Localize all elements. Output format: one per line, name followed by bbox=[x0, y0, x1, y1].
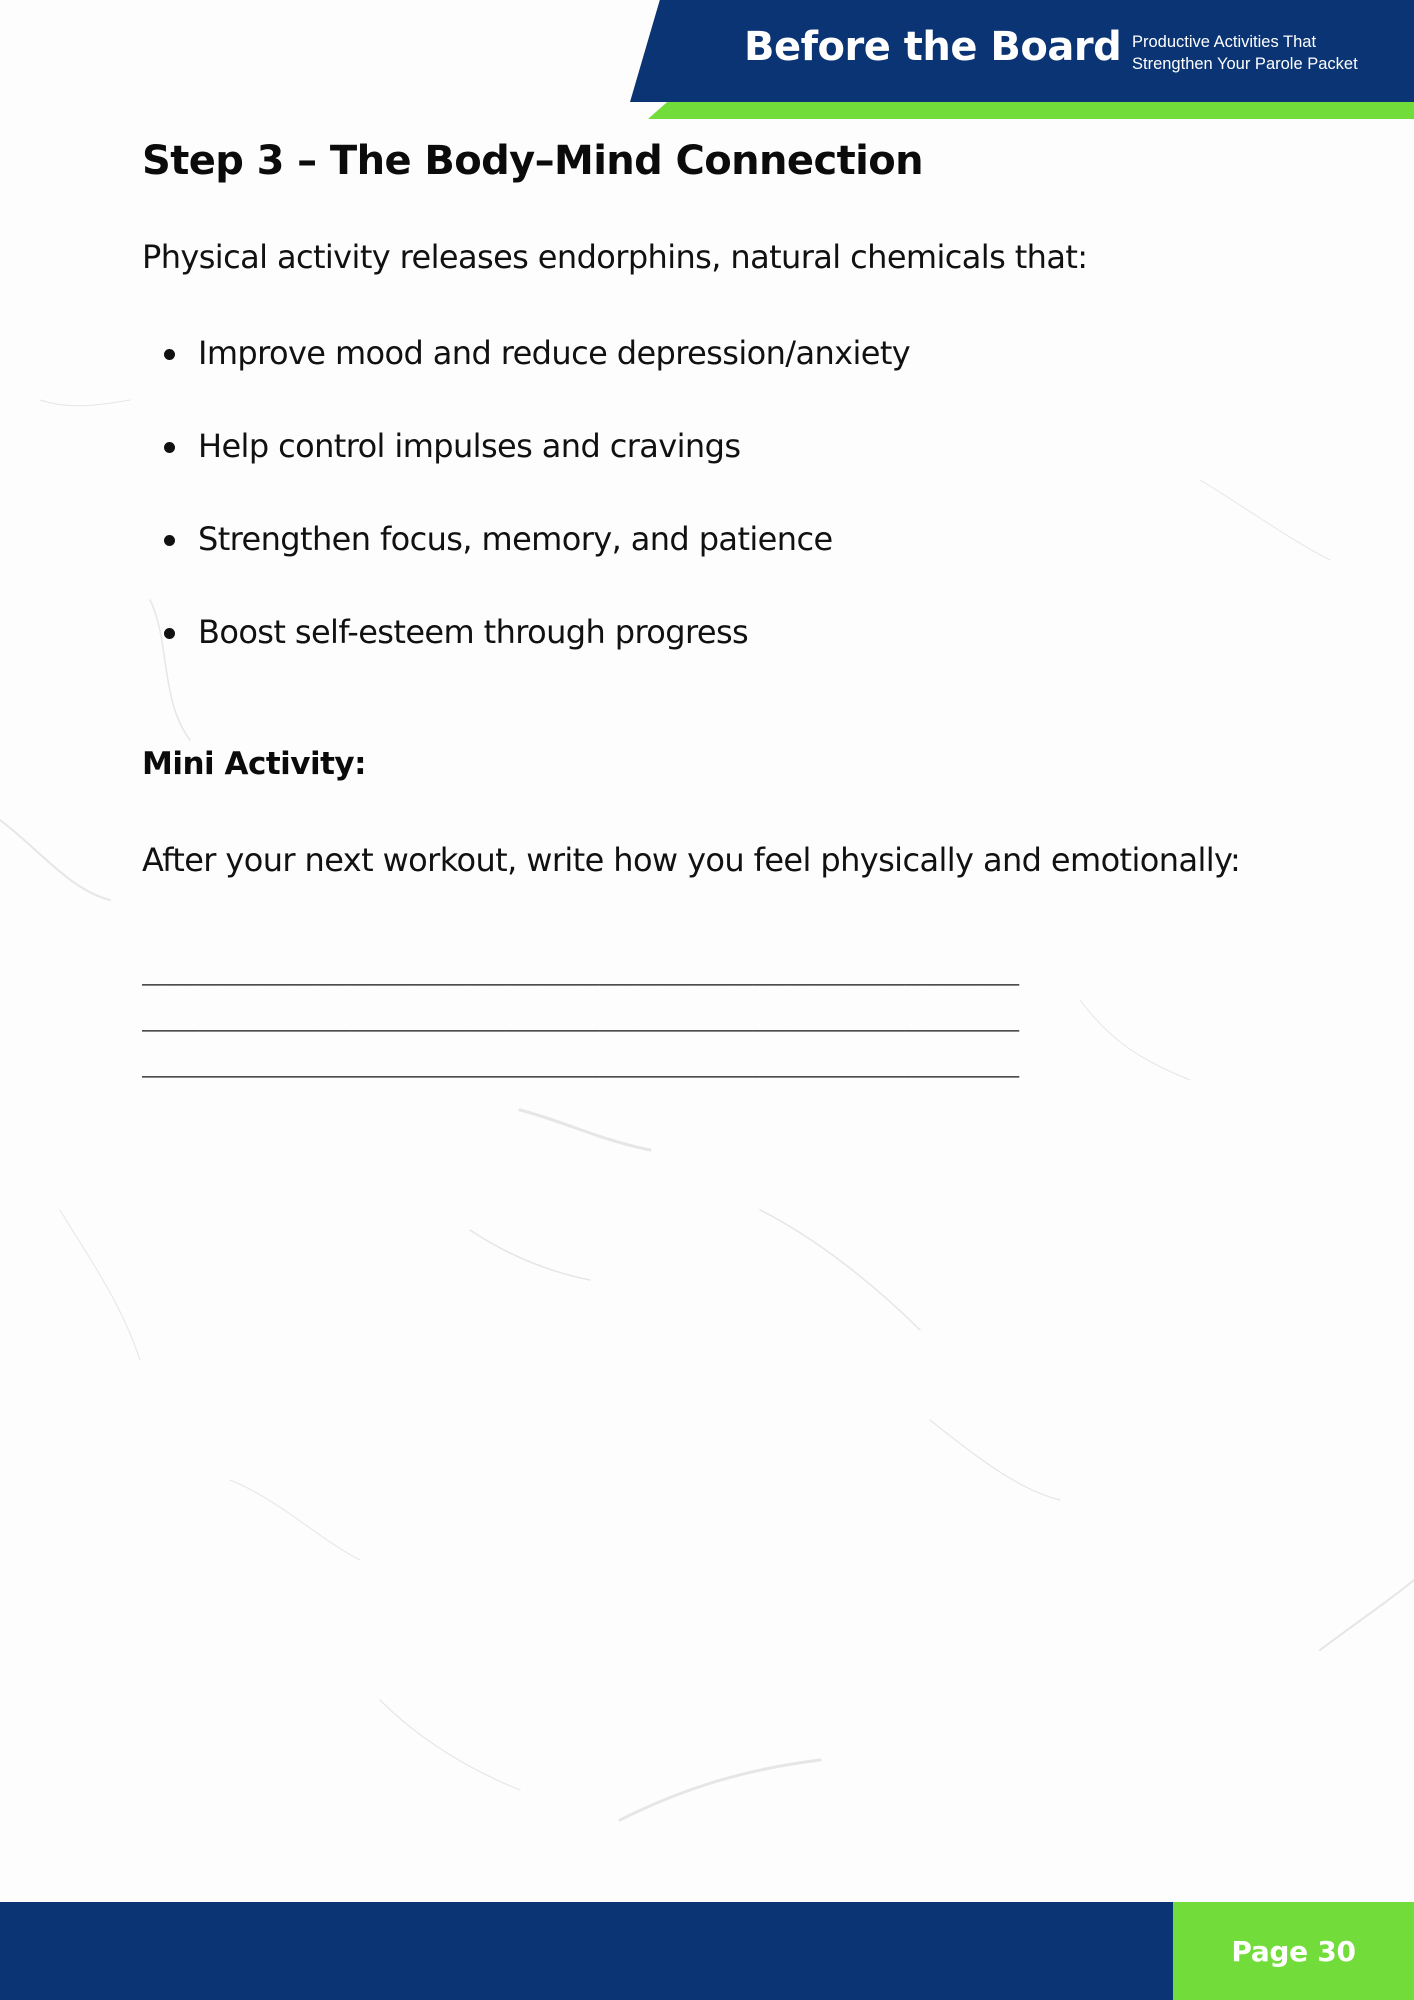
header-green-accent bbox=[648, 102, 1414, 119]
section-heading: Step 3 – The Body–Mind Connection bbox=[142, 138, 923, 184]
list-item-text: Help control impulses and cravings bbox=[198, 427, 741, 465]
header-subtitle-line-1: Productive Activities That bbox=[1132, 33, 1317, 51]
intro-text: Physical activity releases endorphins, natural chemicals that: bbox=[142, 238, 1088, 276]
mini-activity-prompt: After your next workout, write how you feel physically and emotionally: bbox=[142, 841, 1241, 879]
bullet-icon bbox=[164, 349, 175, 360]
writing-line: ______________________________________________ bbox=[142, 1040, 1020, 1078]
bullet-icon bbox=[164, 442, 175, 453]
writing-line: ______________________________________________ bbox=[142, 994, 1020, 1032]
list-item bbox=[142, 331, 910, 424]
header-subtitle bbox=[1132, 31, 1358, 75]
list-item bbox=[142, 610, 910, 703]
benefits-list bbox=[142, 331, 910, 703]
list-item bbox=[142, 517, 910, 610]
writing-line: ______________________________________________ bbox=[142, 948, 1020, 986]
bullet-icon bbox=[164, 535, 175, 546]
header-subtitle-line-2: Strengthen Your Parole Packet bbox=[1132, 55, 1358, 73]
page-number-box bbox=[1173, 1902, 1414, 2000]
list-item bbox=[142, 424, 910, 517]
list-item-text: Boost self-esteem through progress bbox=[198, 613, 749, 651]
writing-lines bbox=[142, 944, 1262, 1082]
list-item-text: Strengthen focus, memory, and patience bbox=[198, 520, 833, 558]
page-number: Page 30 bbox=[1231, 1934, 1356, 1968]
list-item-text: Improve mood and reduce depression/anxiety bbox=[198, 334, 911, 372]
header-title: Before the Board bbox=[744, 24, 1122, 70]
mini-activity-heading: Mini Activity: bbox=[142, 746, 367, 782]
bullet-icon bbox=[164, 628, 175, 639]
